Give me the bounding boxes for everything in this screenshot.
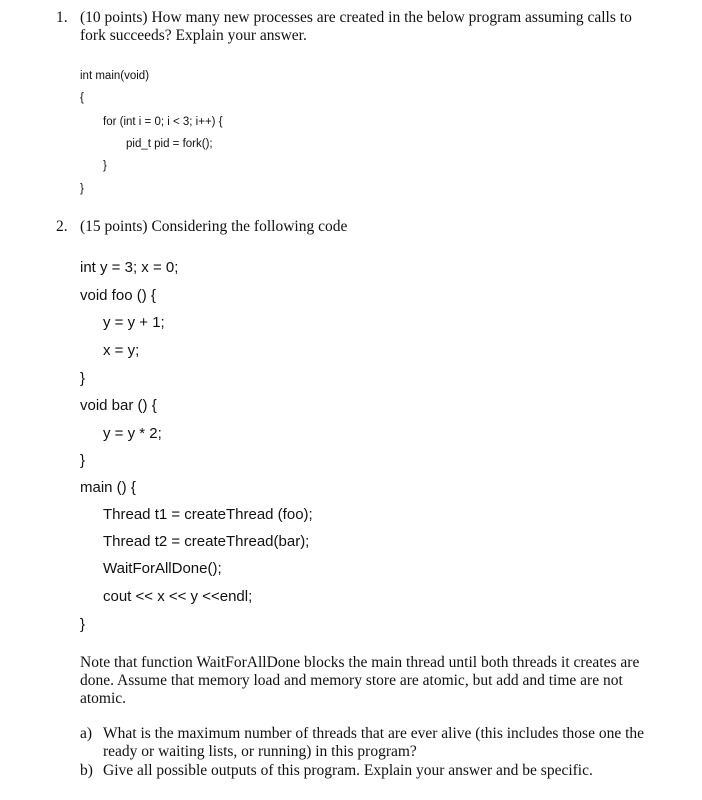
code-line: y = y * 2; <box>103 425 162 442</box>
code-line: for (int i = 0; i < 3; i++) { <box>103 116 223 128</box>
code-line: void bar () { <box>80 397 157 414</box>
code-line: main () { <box>80 479 136 496</box>
question-2-number: 2. <box>56 218 68 235</box>
code-line: int y = 3; x = 0; <box>80 259 179 276</box>
code-line: void foo () { <box>80 287 156 304</box>
sub-question-b-line-1: Give all possible outputs of this program. Explain your answer and be specific. <box>103 762 593 779</box>
code-line: } <box>80 616 86 633</box>
sub-question-a-label: a) <box>80 725 93 742</box>
sub-question-a-line-2: ready or waiting lists, or running) in this program? <box>103 743 417 760</box>
code-line: } <box>80 370 86 387</box>
question-2-text-line-1: (15 points) Considering the following code <box>80 218 348 235</box>
question-1-text-line-2: fork succeeds? Explain your answer. <box>80 27 307 44</box>
code-line: Thread t2 = createThread(bar); <box>103 533 310 550</box>
code-line: } <box>80 183 84 195</box>
note-line: done. Assume that memory load and memory store are atomic, but add and time are not <box>80 672 623 689</box>
code-line: x = y; <box>103 342 140 359</box>
note-line: atomic. <box>80 690 127 707</box>
code-line: WaitForAllDone(); <box>103 560 222 577</box>
code-line: { <box>80 92 84 104</box>
sub-question-b-label: b) <box>80 762 93 779</box>
question-1-number: 1. <box>56 9 68 26</box>
note-line: Note that function WaitForAllDone blocks the main thread until both threads it creates are <box>80 654 640 671</box>
code-line: y = y + 1; <box>103 314 165 331</box>
code-line: } <box>103 160 107 172</box>
sub-question-a-line-1: What is the maximum number of threads that are ever alive (this includes those one the <box>103 725 645 742</box>
code-line: } <box>80 452 86 469</box>
code-line: pid_t pid = fork(); <box>126 138 213 150</box>
question-1-text-line-1: (10 points) How many new processes are created in the below program assuming calls to <box>80 9 632 26</box>
code-line: cout << x << y <<endl; <box>103 588 253 605</box>
code-line: Thread t1 = createThread (foo); <box>103 506 313 523</box>
code-line: int main(void) <box>80 70 150 82</box>
